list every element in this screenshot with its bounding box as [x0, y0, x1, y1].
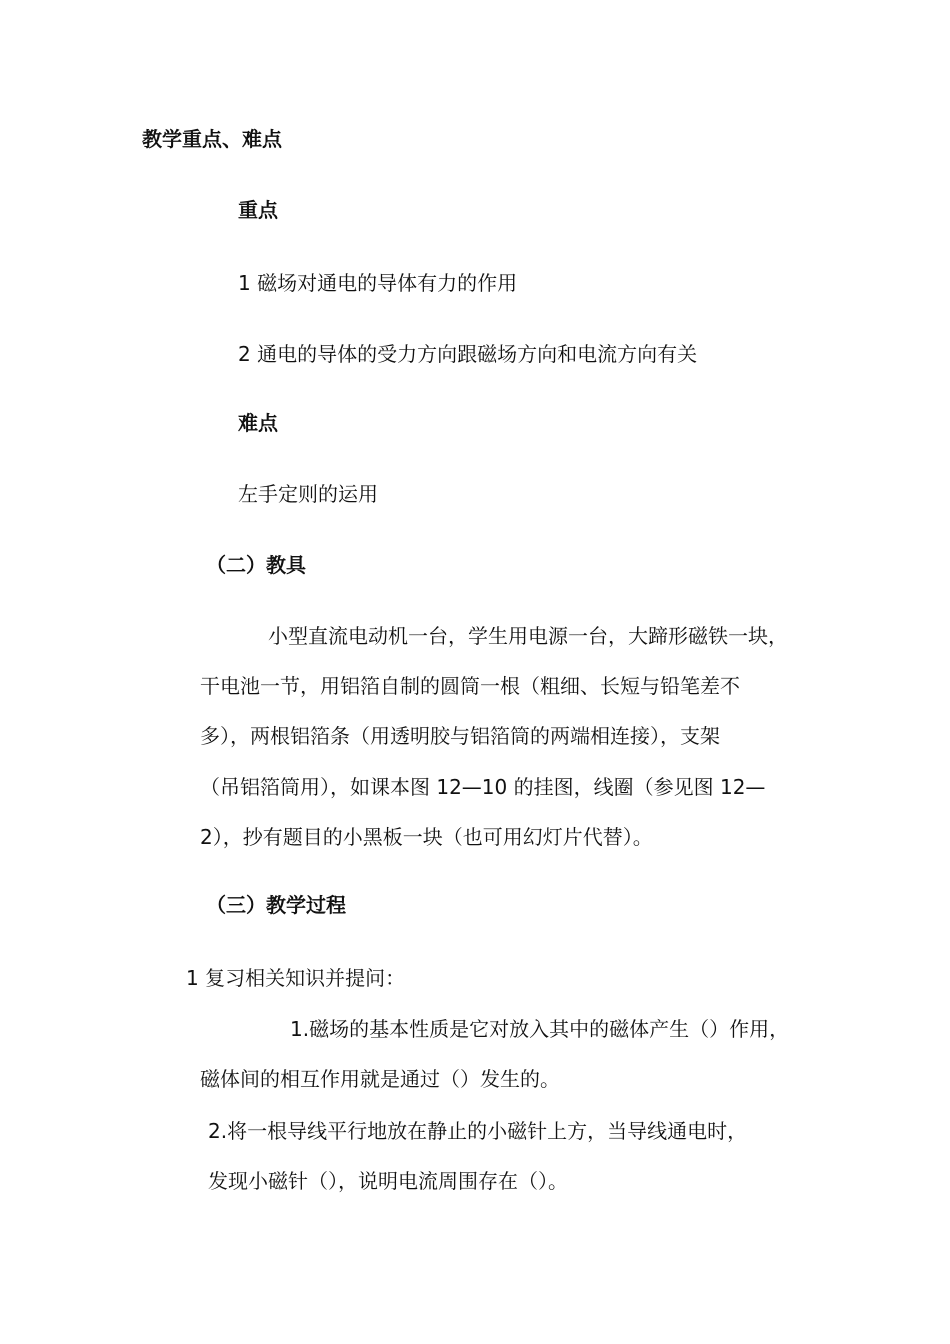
teaching-aids-line-2: 干电池一节，用铝箔自制的圆筒一根（粗细、长短与铅笔差不 — [200, 674, 740, 698]
teaching-aids-line-4: （吊铝箔筒用），如课本图 12—10 的挂图，线圈（参见图 12— — [200, 775, 766, 799]
key-points-heading: 重点 — [238, 198, 278, 222]
difficulty-text: 左手定则的运用 — [238, 482, 378, 506]
teaching-aids-line-1: 小型直流电动机一台，学生用电源一台，大蹄形磁铁一块， — [268, 624, 788, 648]
teaching-aids-heading: （二）教具 — [206, 553, 306, 577]
question-2-line-2: 发现小磁针（），说明电流周围存在（）。 — [208, 1169, 568, 1193]
key-point-2: 2 通电的导体的受力方向跟磁场方向和电流方向有关 — [238, 342, 698, 366]
question-1-line-2: 磁体间的相互作用就是通过（）发生的。 — [200, 1067, 560, 1091]
key-point-1: 1 磁场对通电的导体有力的作用 — [238, 271, 518, 295]
teaching-aids-line-3: 多），两根铝箔条（用透明胶与铝箔筒的两端相连接），支架 — [200, 724, 720, 748]
teaching-aids-line-5: 2），抄有题目的小黑板一块（也可用幻灯片代替）。 — [200, 825, 653, 849]
question-2-line-1: 2.将一根导线平行地放在静止的小磁针上方，当导线通电时， — [208, 1119, 748, 1143]
section-title: 教学重点、难点 — [142, 127, 282, 151]
difficulty-heading: 难点 — [238, 411, 278, 435]
process-heading: （三）教学过程 — [206, 893, 346, 917]
question-1-line-1: 1.磁场的基本性质是它对放入其中的磁体产生（）作用， — [290, 1017, 790, 1041]
process-step-1: 1 复习相关知识并提问： — [186, 966, 406, 990]
